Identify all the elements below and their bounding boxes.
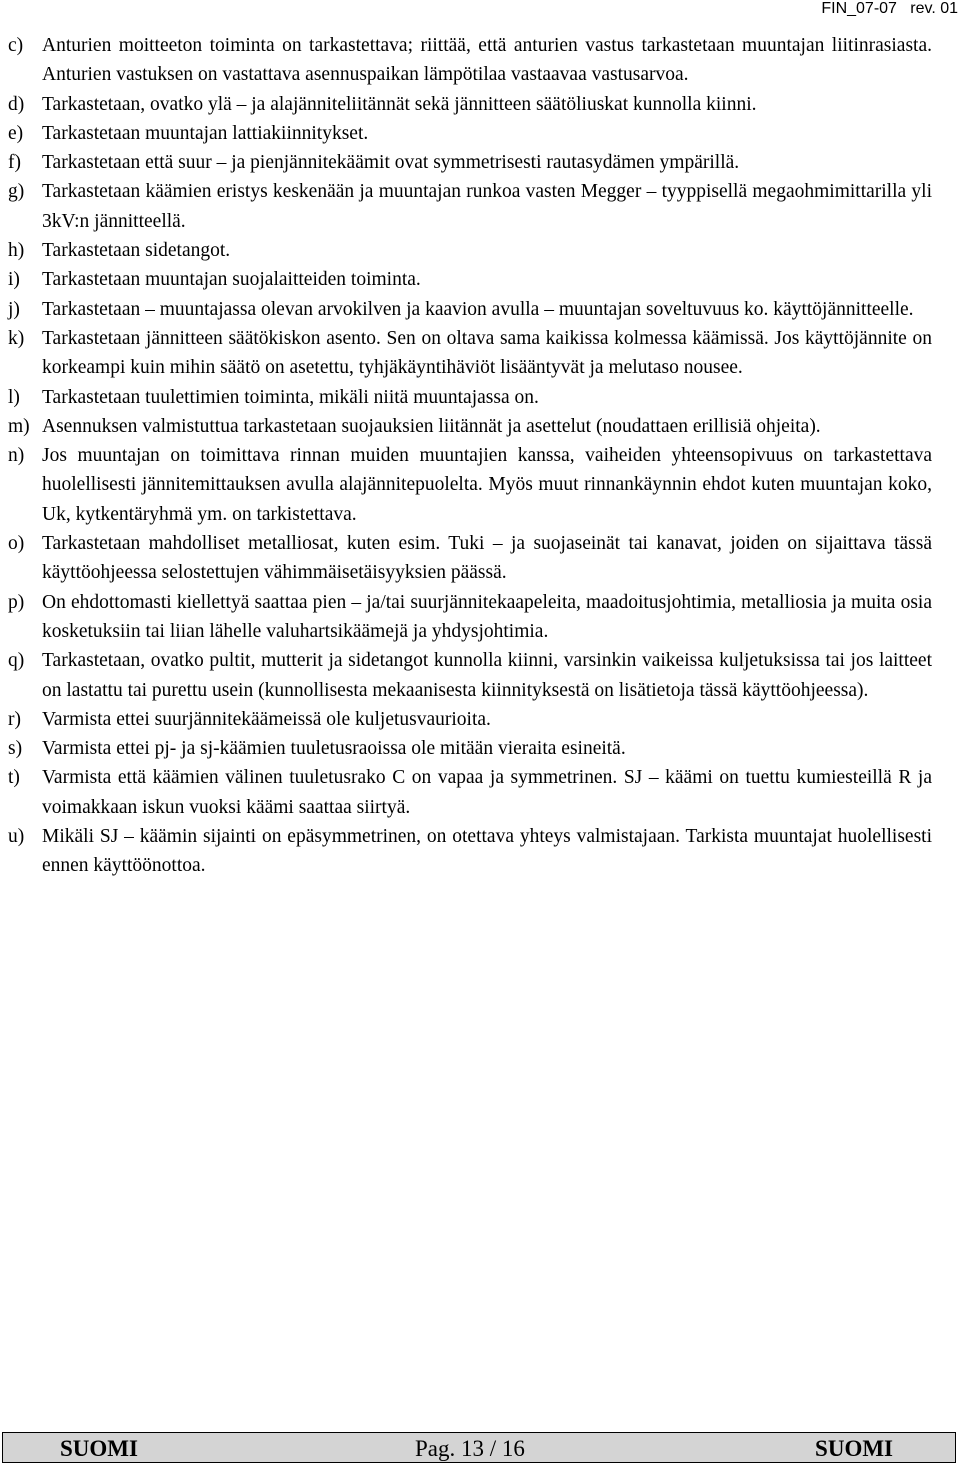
item-marker: k) [8, 327, 25, 349]
item-marker: o) [8, 533, 25, 555]
item-marker: d) [8, 93, 25, 115]
item-text: Tarkastetaan, ovatko ylä – ja alajänniteliitännät sekä jännitteen säätöliuskat kunnolla kiinni. [42, 93, 757, 115]
list-item-o [8, 529, 932, 588]
item-text: Asennuksen valmistuttua tarkastetaan suojauksien liitännät ja asettelut (noudattaen erillisiä ohjeita). [42, 415, 821, 437]
item-marker: s) [8, 738, 23, 760]
item-text: Anturien moitteeton toiminta on tarkastettava; riittää, että anturien vastus tarkastetaan muuntajan liitinrasiasta. Anturien vastuksen on vastattava asennuspaikan lämpötilaa vastaavaa vastusarvoa. [42, 35, 932, 86]
item-marker: r) [8, 708, 21, 730]
list-item-q [8, 646, 932, 705]
list-item-n [8, 441, 932, 529]
item-text: Varmista ettei pj- ja sj-käämien tuuletusraoissa ole mitään vieraita esineitä. [42, 738, 626, 760]
item-text: Tarkastetaan, ovatko pultit, mutterit ja sidetangot kunnolla kiinni, varsinkin vaikeissa kuljetuksissa tai jos laitteet on lastattu tai purettu usein (kunnollisesta mekaanisesta kiinnityksestä on lisätietoja tässä käyttöohjeessa). [42, 650, 932, 701]
item-text: Tarkastetaan mahdolliset metalliosat, kuten esim. Tuki – ja suojaseinät tai kanavat, joiden on sijaittava tässä käyttöohjeessa selostettujen vähimmäisetäisyyksien päässä. [42, 533, 932, 584]
list-item-p [8, 588, 932, 647]
item-marker: m) [8, 415, 30, 437]
list-item-k [8, 324, 932, 383]
list-item-s [8, 734, 932, 763]
item-marker: h) [8, 240, 25, 262]
list-item-c [8, 31, 932, 90]
list-item-h [8, 236, 932, 265]
list-item-g [8, 177, 932, 236]
list-item-j [8, 295, 932, 324]
item-marker: u) [8, 826, 25, 848]
list-item-e [8, 119, 932, 148]
page-number: Pag. 13 / 16 [415, 1436, 525, 1461]
item-text: Tarkastetaan jännitteen säätökiskon asento. Sen on oltava sama kaikissa kolmessa käämissä. Jos käyttöjännite on korkeampi kuin mihin säätö on asetettu, tyhjäkäyntihäviöt lisääntyvät ja melutaso nousee. [42, 327, 932, 379]
item-marker: n) [8, 445, 25, 467]
item-text: Tarkastetaan että suur – ja pienjännitekäämit ovat symmetrisesti rautasydämen ympärillä. [42, 152, 740, 174]
item-marker: c) [8, 35, 24, 56]
list-item-r [8, 705, 932, 734]
item-text: Tarkastetaan muuntajan suojalaitteiden toiminta. [42, 269, 421, 291]
item-marker: p) [8, 591, 25, 613]
item-text: Mikäli SJ – käämin sijainti on epäsymmetrinen, on otettava yhteys valmistajaan. Tarkista muuntajat huolellisesti ennen käyttöönottoa. [42, 826, 932, 877]
document-code: FIN_07-07 rev. 01 [821, 0, 958, 17]
footer-language-right: SUOMI [815, 1436, 893, 1461]
list-item-i [8, 265, 932, 294]
item-marker: g) [8, 181, 25, 203]
item-text: Tarkastetaan tuulettimien toiminta, mikäli niitä muuntajassa on. [42, 386, 539, 408]
list-item-t [8, 763, 932, 822]
item-text: Varmista että käämien välinen tuuletusrako C on vapaa ja symmetrinen. SJ – käämi on tuettu kumiesteillä R ja voimakkaan iskun vuoksi käämi saattaa siirtyä. [42, 767, 932, 818]
item-text: Tarkastetaan sidetangot. [42, 240, 231, 262]
checklist [8, 31, 932, 881]
list-item-f [8, 148, 932, 177]
item-text: Jos muuntajan on toimittava rinnan muiden muuntajien kanssa, vaiheiden yhteensopivuus on tarkastettava huolellisesti jännitemittauksen avulla alajännitepuolelta. Myös muut rinnankäynnin ehdot kuten muuntajan koko, Uk, kytkentäryhmä ym. on tarkistettava. [42, 445, 932, 525]
item-text: On ehdottomasti kiellettyä saattaa pien – ja/tai suurjännitekaapeleita, maadoitusjohtimia, metalliosia ja muita osia kosketuksiin tai liian lähelle valuhartsikäämejä ja yhdysjohtimia. [42, 591, 932, 642]
list-item-d [8, 90, 932, 119]
item-text: Tarkastetaan – muuntajassa olevan arvokilven ja kaavion avulla – muuntajan soveltuvuus ko. käyttöjännitteelle. [42, 298, 914, 320]
item-marker: i) [8, 269, 20, 291]
item-marker: e) [8, 122, 24, 144]
list-item-m [8, 412, 932, 441]
item-marker: t) [8, 767, 20, 789]
item-text: Varmista ettei suurjännitekäämeissä ole kuljetusvaurioita. [42, 708, 491, 730]
item-marker: l) [8, 386, 20, 408]
list-item-l [8, 383, 932, 412]
item-marker: j) [8, 298, 20, 320]
footer-language-left: SUOMI [60, 1436, 138, 1461]
page-footer [2, 1432, 956, 1463]
item-marker: q) [8, 650, 25, 672]
item-marker: f) [8, 152, 21, 174]
list-item-u [8, 822, 932, 881]
item-text: Tarkastetaan käämien eristys keskenään ja muuntajan runkoa vasten Megger – tyyppisellä megaohmimittarilla yli 3kV:n jännitteellä. [42, 181, 932, 232]
item-text: Tarkastetaan muuntajan lattiakiinnitykset. [42, 122, 369, 144]
